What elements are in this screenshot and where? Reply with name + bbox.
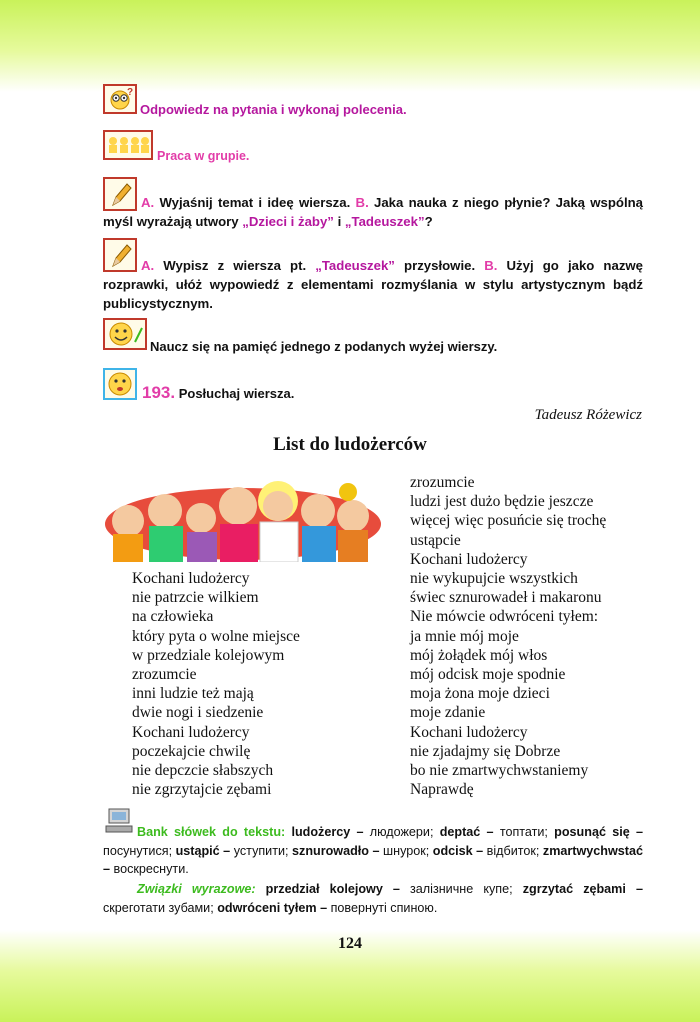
instruction-group: Praca w grupie.: [157, 149, 250, 163]
task-1: [103, 193, 643, 231]
instruction-answer: Odpowiedz na pytania i wykonaj polecenia.: [140, 102, 407, 117]
phrases-dash: –: [382, 882, 411, 896]
crowd-illustration: [103, 466, 383, 562]
task-2-label-a: A.: [141, 258, 155, 273]
glossary-dash: –: [472, 843, 487, 858]
memorize-smiley-icon: [103, 318, 147, 350]
top-green-band: [0, 0, 700, 92]
poem-line: ja mnie mój moje: [410, 627, 519, 645]
poem-left-column: [132, 569, 300, 799]
poem-line: Naprawdę: [410, 781, 474, 799]
poem-line: mój żołądek mój włos: [410, 646, 548, 664]
poem-line: ludzi jest dużo będzie jeszcze: [410, 493, 594, 511]
task-1-text-b: Jaka nauka z niego płynie? Jaką wspólną myśl wyrażają utwory: [103, 195, 643, 229]
poem-line: Kochani ludożercy: [132, 570, 250, 587]
glossary-term: zmartwychwstać: [542, 843, 643, 858]
glossary-term: deptać: [439, 825, 481, 839]
task-1-conj: i: [337, 214, 342, 229]
phrases-dash: –: [316, 900, 331, 915]
task-1-label-a: A.: [141, 195, 155, 210]
task-2-text-b: Użyj go jako nazwę rozprawki, ułóż wypowiedź z elementami rozmyślania w stylu artystycznym bądź publicystycznym.: [103, 258, 644, 311]
glossary-term: odcisk: [432, 843, 473, 858]
phrases-translation: повернуті спиною.: [330, 900, 438, 915]
phrases-term: przedział kolejowy: [265, 882, 383, 896]
poem-line: nie depczcie słabszych: [132, 762, 274, 780]
page-number: 124: [338, 935, 362, 952]
glossary-term: ludożercy: [291, 825, 351, 839]
task-2-text-a2: przysłowie.: [404, 258, 476, 273]
task-2: [103, 256, 643, 313]
poem-line: na człowieka: [132, 608, 214, 626]
task-2-title: „Tadeuszek”: [315, 258, 395, 273]
glossary-term: posunąć się: [554, 825, 630, 839]
poem-line: który pyta o wolne miejsce: [132, 627, 300, 645]
poem-line: zrozumcie: [132, 666, 197, 684]
svg-text:?: ?: [127, 87, 134, 98]
phrases-translation: скреготати зубами;: [103, 900, 214, 915]
poem-line: Kochani ludożercy: [410, 550, 528, 568]
poem-line: poczekajcie chwilę: [132, 742, 251, 760]
poem-line: nie zgrzytajcie zębami: [132, 781, 272, 799]
phrases-term: zgrzytać zębami: [522, 882, 626, 896]
poem-line: inni ludzie też mają: [132, 685, 254, 703]
poem-line: bo nie zmartwychwstaniemy: [410, 762, 589, 780]
poem-line: zrozumcie: [410, 474, 475, 491]
glossary-dash: –: [629, 825, 643, 839]
question-icon: [103, 84, 137, 114]
poem-line: dwie nogi i siedzenie: [132, 704, 264, 722]
glossary-dash: –: [480, 825, 500, 839]
poem-line: moja żona moje dzieci: [410, 685, 550, 703]
task-1-label-b: B.: [355, 195, 369, 210]
task-2-text-a1: Wypisz z wiersza pt.: [163, 258, 307, 273]
phrases-term: odwróceni tyłem: [217, 900, 317, 915]
glossary-dash: –: [219, 843, 234, 858]
poem-line: ustąpcie: [410, 531, 461, 549]
poem-line: moje zdanie: [410, 704, 486, 722]
poem-line: Kochani ludożercy: [132, 723, 250, 741]
glossary-translation: уступити;: [233, 843, 289, 858]
poem-line: Kochani ludożercy: [410, 723, 528, 741]
poem-line: więcej więc posuńcie się trochę: [410, 512, 607, 530]
exercise-193: [142, 383, 294, 403]
task-1-end: ?: [424, 214, 433, 229]
poem-title: List do ludożerców: [273, 434, 427, 455]
memorize-instruction: Naucz się na pamięć jednego z podanych wyżej wierszy.: [150, 339, 498, 354]
poem-line: świec sznurowadeł i makaronu: [410, 589, 602, 607]
glossary-block: [103, 823, 643, 879]
glossary-translation: топтати;: [499, 825, 548, 839]
glossary-heading: Bank słówek do tekstu:: [137, 825, 286, 839]
glossary-dash: –: [369, 843, 384, 858]
glossary-translation: посунутися;: [103, 843, 173, 858]
listen-smiley-icon: [103, 368, 137, 400]
task-1-title-2: „Tadeuszek”: [344, 214, 425, 229]
phrases-heading: Związki wyrazowe:: [137, 882, 256, 896]
glossary-dash: –: [350, 825, 370, 839]
task-1-title-1: „Dzieci i żaby”: [242, 214, 334, 229]
poem-right-column: [410, 473, 606, 799]
glossary-term: sznurowadło: [292, 843, 369, 858]
glossary-translation: людожери;: [369, 825, 434, 839]
phrases-translation: залізничне купе;: [410, 882, 513, 896]
poem-line: w przedziale kolejowym: [132, 646, 285, 664]
glossary-dash: –: [103, 862, 114, 876]
poem-line: nie patrzcie wilkiem: [132, 589, 259, 607]
glossary-translation: шнурок;: [383, 843, 430, 858]
poem-line: mój odcisk moje spodnie: [410, 666, 566, 684]
poem-author: Tadeusz Różewicz: [534, 407, 642, 423]
glossary-translation: відбиток;: [486, 843, 540, 858]
exercise-text: Posłuchaj wiersza.: [178, 386, 295, 401]
group-work-icon: [103, 130, 153, 160]
task-1-text-a: Wyjaśnij temat i ideę wiersza.: [159, 195, 351, 210]
glossary-translation: воскреснути.: [113, 862, 189, 876]
exercise-number: 193.: [142, 383, 176, 402]
poem-line: nie zjadajmy się Dobrze: [410, 742, 561, 760]
glossary-term: ustąpić: [175, 843, 220, 858]
phrases-block: [103, 880, 643, 917]
phrases-dash: –: [625, 882, 643, 896]
task-2-label-b: B.: [484, 258, 498, 273]
poem-line: nie wykupujcie wszystkich: [410, 570, 578, 588]
poem-line: Nie mówcie odwróceni tyłem:: [410, 608, 599, 626]
